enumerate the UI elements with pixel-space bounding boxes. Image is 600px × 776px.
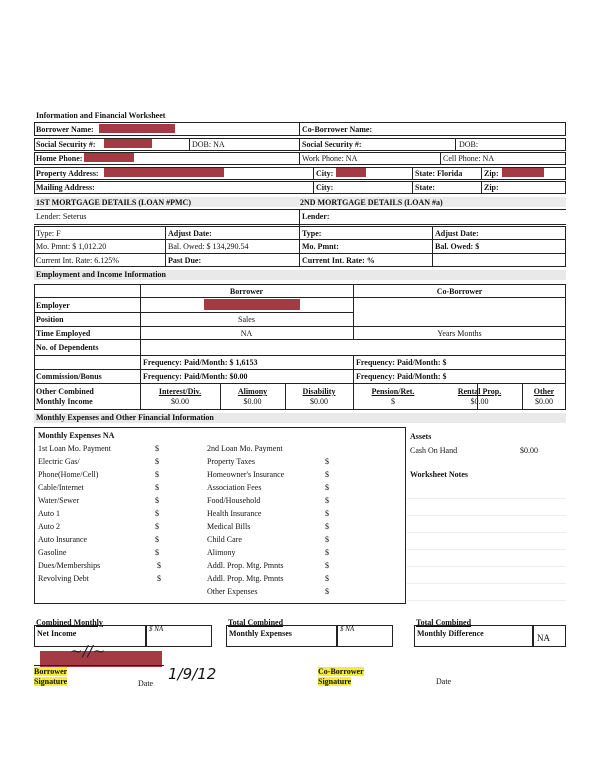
co-borrower-column-header: Co-Borrower bbox=[436, 287, 483, 296]
interest-value: $0.00 bbox=[171, 397, 189, 406]
total-expenses-top: Total Combined bbox=[228, 618, 284, 627]
property-address-label: Property Address: bbox=[36, 169, 99, 178]
signature-scribble-icon: ~∕∕~ bbox=[70, 642, 106, 660]
rate1-field: Current Int. Rate: 6.125% bbox=[36, 256, 119, 265]
expense-row: 1st Loan Mo. Payment $ bbox=[38, 444, 159, 453]
date1-label: Date bbox=[138, 679, 154, 688]
expense-row: Association Fees $ bbox=[207, 483, 329, 492]
city2-label: City: bbox=[316, 183, 334, 192]
expense-row: Medical Bills $ bbox=[207, 522, 329, 531]
expense-row: Other Expenses $ bbox=[207, 587, 329, 596]
borrower-label: Borrower bbox=[34, 667, 68, 676]
expense-row: Auto Insurance $ bbox=[38, 535, 159, 544]
co-dob-label: DOB: bbox=[459, 140, 479, 149]
balance2-field: Bal. Owed: $ bbox=[435, 242, 480, 251]
assets-label: Assets bbox=[410, 432, 432, 441]
first-mortgage-header: 1ST MORTGAGE DETAILS (LOAN #PMC) bbox=[36, 198, 191, 207]
difference-label: Monthly Difference bbox=[417, 629, 484, 638]
net-income-label: Net Income bbox=[37, 629, 77, 638]
commission-label: Commission/Bonus bbox=[36, 372, 102, 381]
payment1-field: Mo. Pmnt: $ 1,012.20 bbox=[36, 242, 107, 251]
expense-row: Addl. Prop. Mtg. Pmnts $ bbox=[207, 574, 329, 583]
alimony-label: Alimony bbox=[237, 387, 268, 396]
type1-field: Type: F bbox=[36, 229, 61, 238]
worksheet-notes-label: Worksheet Notes bbox=[410, 470, 468, 479]
other-value: $0.00 bbox=[535, 397, 553, 406]
dob-field: DOB: NA bbox=[192, 140, 225, 149]
disability-value: $0.00 bbox=[310, 397, 328, 406]
second-mortgage-header: 2ND MORTGAGE DETAILS (LOAN #a) bbox=[300, 198, 443, 207]
balance1-field: Bal. Owed: $ 134,290.54 bbox=[168, 242, 249, 251]
mailing-address-label: Mailing Address: bbox=[36, 183, 95, 192]
adjust2-label: Adjust Date: bbox=[435, 229, 479, 238]
city-label: City: bbox=[316, 169, 334, 178]
borrower-signature-label: Signature bbox=[34, 677, 68, 686]
ssn-label: Social Security #: bbox=[36, 140, 96, 149]
expenses-right-column bbox=[207, 444, 347, 600]
expense-row: Food/Household $ bbox=[207, 496, 329, 505]
years-months: Years Months bbox=[437, 329, 482, 338]
expense-row: Alimony $ bbox=[207, 548, 329, 557]
work-phone-field: Work Phone: NA bbox=[302, 154, 358, 163]
past-due-label: Past Due: bbox=[168, 256, 202, 265]
borrower-column-header: Borrower bbox=[229, 287, 264, 296]
total-expenses-value: $ NA bbox=[340, 625, 355, 633]
lender1-field: Lender: Seterus bbox=[36, 212, 87, 221]
dependents-label: No. of Dependents bbox=[36, 343, 99, 352]
pension-value: $ bbox=[391, 397, 395, 406]
expenses-header: Monthly Expenses and Other Financial Information bbox=[34, 413, 566, 423]
zip-label: Zip: bbox=[484, 169, 499, 178]
rental-value: $0.00 bbox=[470, 397, 489, 406]
frequency-co-1: Frequency: Paid/Month: $ bbox=[356, 358, 447, 367]
expense-row: Cable/Internet $ bbox=[38, 483, 159, 492]
time-employed-value: NA bbox=[240, 329, 253, 338]
date1-handwritten: 1/9/12 bbox=[168, 665, 217, 683]
co-borrower-label: Co-Borrower bbox=[318, 667, 364, 676]
co-borrower-signature-label: Signature bbox=[318, 677, 352, 686]
expense-row: Property Taxes $ bbox=[207, 457, 329, 466]
expense-row: Gasoline $ bbox=[38, 548, 159, 557]
expense-row: Water/Sewer $ bbox=[38, 496, 159, 505]
expense-row: Phone(Home/Cell) $ bbox=[38, 470, 159, 479]
zip2-label: Zip: bbox=[484, 183, 499, 192]
redaction-block bbox=[104, 168, 224, 177]
lender2-label: Lender: bbox=[302, 212, 330, 221]
frequency-co-2: Frequency: Paid/Month: $ bbox=[356, 372, 447, 381]
borrower-name-label: Borrower Name: bbox=[36, 125, 94, 134]
monthly-expenses-title: Monthly Expenses NA bbox=[38, 431, 115, 440]
pension-label: Pension/Ret. bbox=[371, 387, 415, 396]
adjust1-label: Adjust Date: bbox=[168, 229, 212, 238]
redaction-block bbox=[104, 139, 152, 148]
redaction-block bbox=[204, 299, 300, 310]
redaction-block bbox=[502, 168, 544, 177]
expense-row: Child Care $ bbox=[207, 535, 329, 544]
redaction-block bbox=[99, 124, 175, 133]
rate2-field: Current Int. Rate: % bbox=[302, 256, 375, 265]
difference-value: NA bbox=[537, 633, 550, 643]
position-label: Position bbox=[36, 315, 64, 324]
position-value: Sales bbox=[238, 315, 255, 324]
alimony-value: $0.00 bbox=[243, 397, 262, 406]
cash-on-hand-label: Cash On Hand bbox=[410, 446, 458, 455]
employment-header: Employment and Income Information bbox=[34, 270, 566, 280]
net-income-value: $ NA bbox=[149, 625, 164, 633]
frequency-borrower-2: Frequency: Paid/Month: $0.00 bbox=[143, 372, 248, 381]
expense-row: Auto 1 $ bbox=[38, 509, 159, 518]
form-title: Information and Financial Worksheet bbox=[36, 111, 166, 120]
total-expenses-label: Monthly Expenses bbox=[229, 629, 292, 638]
difference-top: Total Combined bbox=[416, 618, 472, 627]
expense-row: Health Insurance $ bbox=[207, 509, 329, 518]
home-phone-label: Home Phone: bbox=[36, 154, 83, 163]
expense-row: 2nd Loan Mo. Payment bbox=[207, 444, 283, 453]
co-ssn-label: Social Security #: bbox=[302, 140, 362, 149]
frequency-borrower-1: Frequency: Paid/Month: $ 1,6153 bbox=[143, 358, 258, 367]
co-borrower-name-label: Co-Borrower Name: bbox=[302, 125, 373, 134]
rental-label: Rental Prop. bbox=[457, 387, 502, 396]
redaction-block bbox=[84, 153, 134, 162]
expense-row: Dues/Memberships $ bbox=[38, 561, 161, 570]
expense-row: Auto 2 $ bbox=[38, 522, 159, 531]
time-employed-label: Time Employed bbox=[36, 329, 91, 338]
expenses-left-column bbox=[38, 444, 178, 587]
other-label: Other bbox=[533, 387, 555, 396]
cash-on-hand-value: $0.00 bbox=[520, 446, 538, 455]
type2-label: Type: bbox=[302, 229, 322, 238]
interest-label: Interest/Div. bbox=[158, 387, 202, 396]
cell-phone-field: Cell Phone: NA bbox=[443, 154, 495, 163]
state2-label: State: bbox=[415, 183, 435, 192]
net-income-top: Combined Monthly bbox=[36, 618, 103, 627]
monthly-income-label: Monthly Income bbox=[36, 397, 93, 406]
state-field: State: Florida bbox=[415, 169, 463, 178]
expense-row: Homeowner's Insurance $ bbox=[207, 470, 329, 479]
expense-row: Revolving Debt $ bbox=[38, 574, 161, 583]
payment2-label: Mo. Pmnt: bbox=[302, 242, 339, 251]
redaction-block bbox=[336, 168, 366, 177]
disability-label: Disability bbox=[302, 387, 336, 396]
expense-row: Addl. Prop. Mtg. Pmnts $ bbox=[207, 561, 329, 570]
notes-area[interactable] bbox=[407, 482, 566, 604]
expense-row: Electric Gas/ $ bbox=[38, 457, 159, 466]
employer-label: Employer bbox=[36, 301, 70, 310]
other-combined-label: Other Combined bbox=[36, 387, 94, 396]
date2-label: Date bbox=[436, 677, 452, 686]
